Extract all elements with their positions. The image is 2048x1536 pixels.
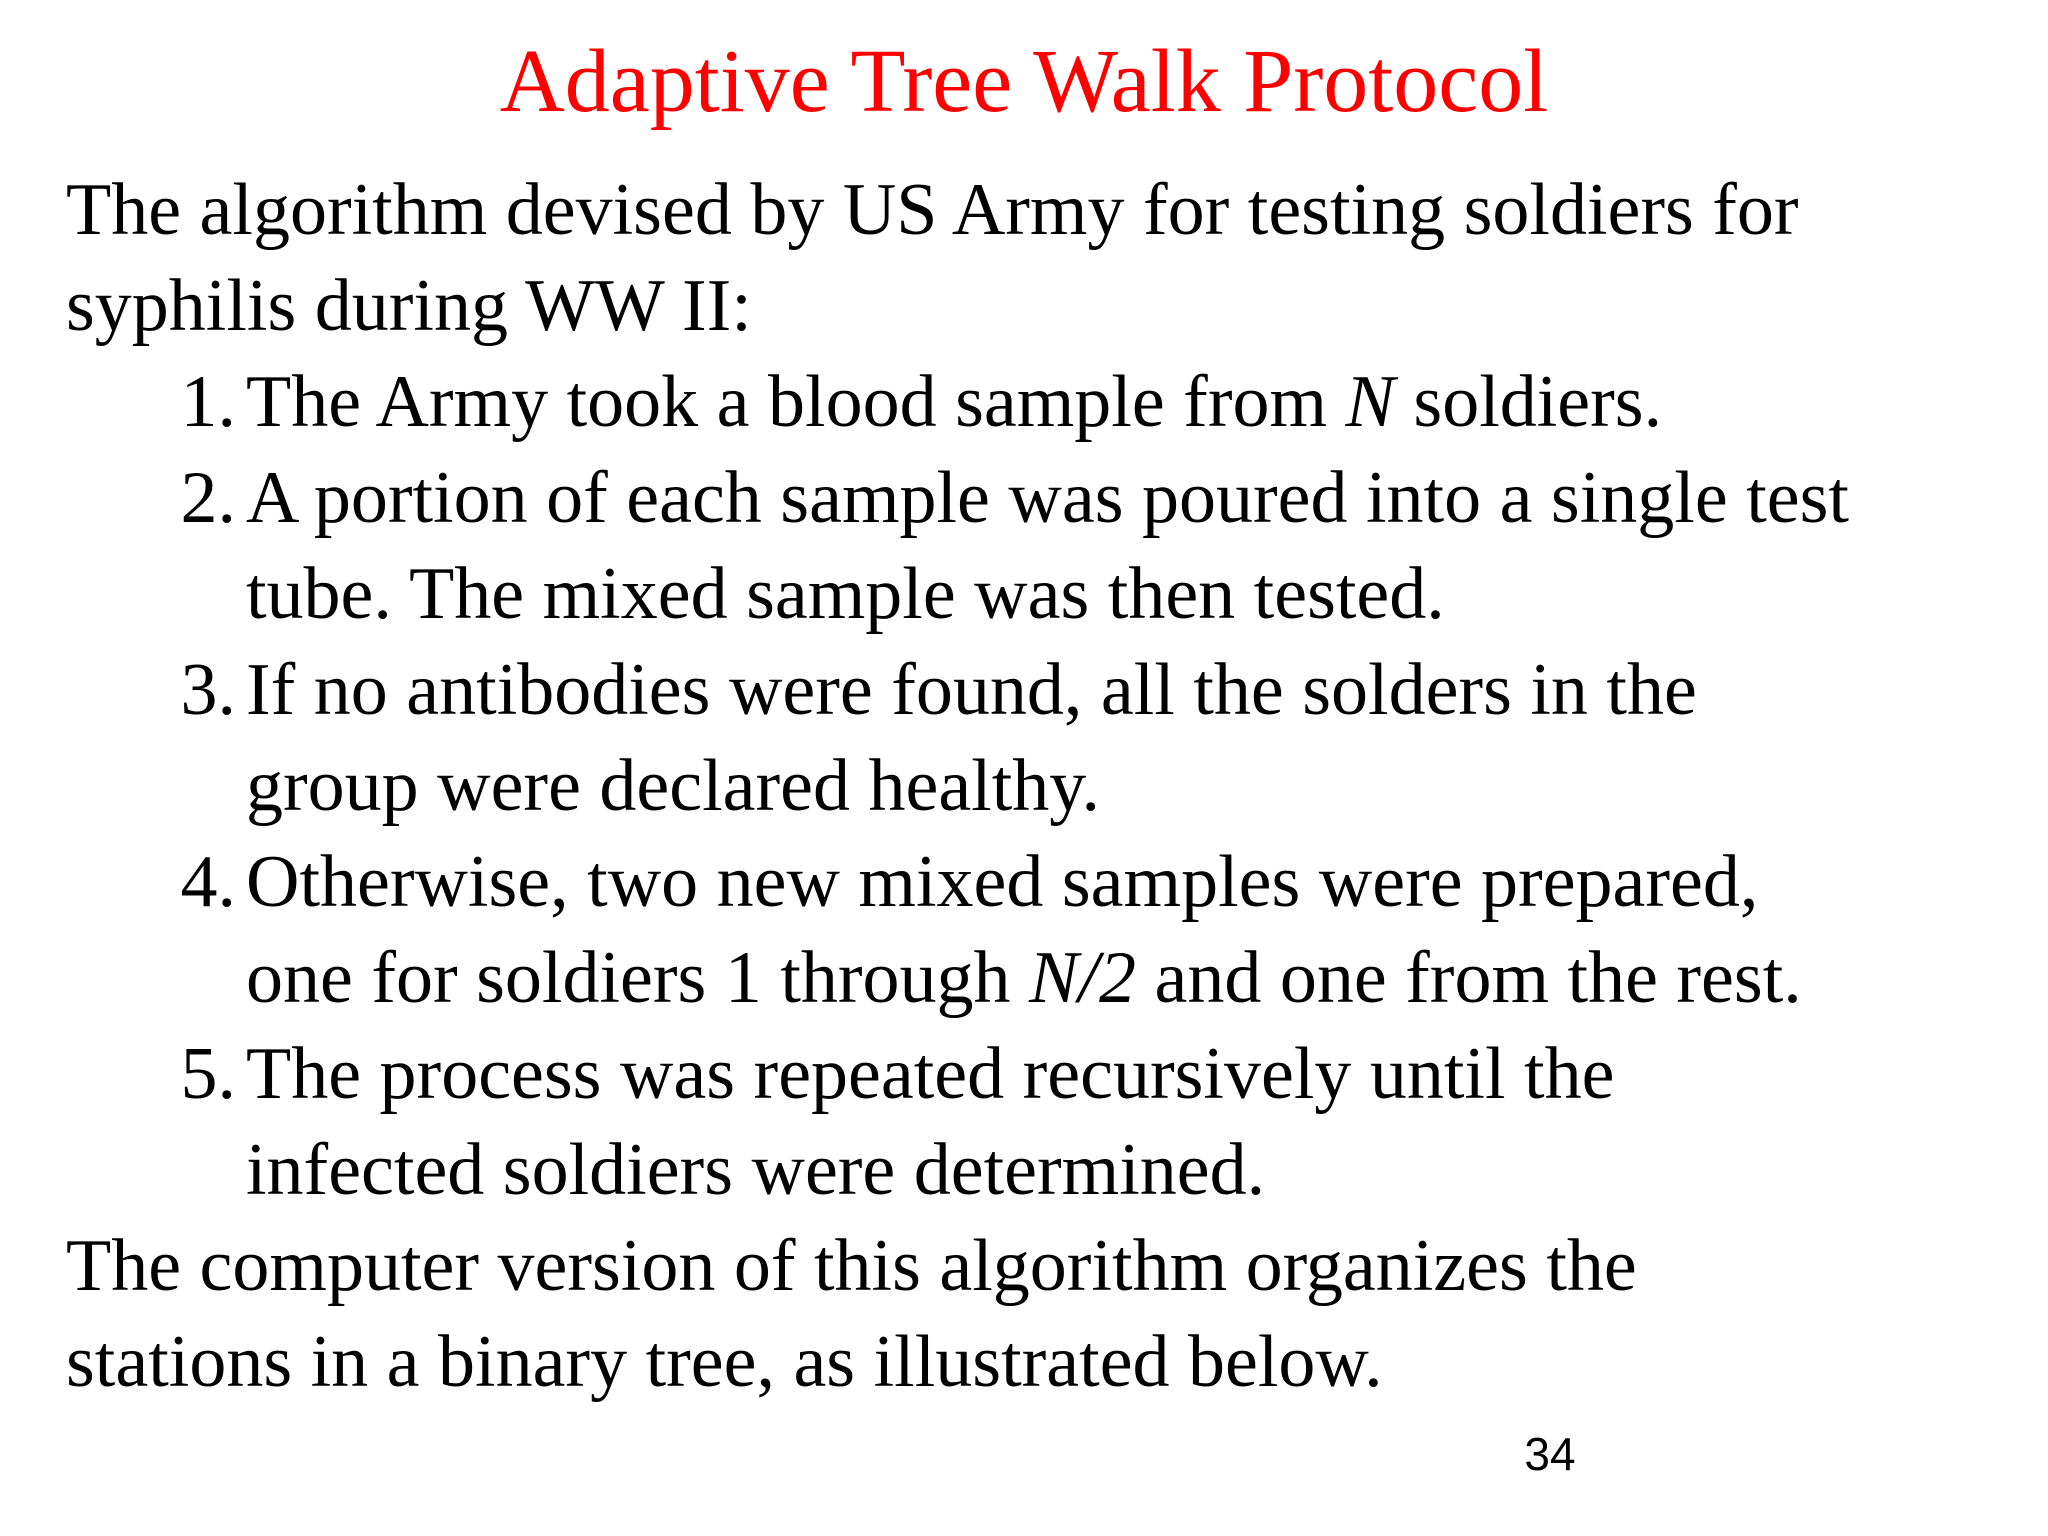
slide-title: Adaptive Tree Walk Protocol: [499, 32, 1549, 131]
intro-line-1: The algorithm devised by US Army for testing soldiers for: [66, 169, 1799, 251]
outro-line-1: The computer version of this algorithm organizes the: [66, 1225, 1637, 1307]
list-item: [66, 1026, 2026, 1218]
step-line: tube. The mixed sample was then tested.: [246, 553, 1445, 635]
slide-body: [66, 162, 2026, 1410]
outro-line-2: stations in a binary tree, as illustrated below.: [66, 1321, 1383, 1403]
step-number: 4.: [180, 841, 236, 923]
step-number: 3.: [180, 649, 236, 731]
step-number: 5.: [180, 1033, 236, 1115]
step-text: one for soldiers 1 through: [246, 937, 1030, 1019]
intro-line-2: syphilis during WW II:: [66, 265, 752, 347]
steps-list: [66, 354, 2026, 1218]
step-number: 2.: [180, 457, 236, 539]
list-item: [66, 354, 2026, 450]
outro-paragraph: [66, 1218, 2026, 1410]
step-line: group were declared healthy.: [246, 745, 1100, 827]
list-item: [66, 834, 2026, 1026]
intro-paragraph: [66, 162, 2026, 354]
step-text: and one from the rest.: [1135, 937, 1802, 1019]
step-line: [246, 354, 2026, 450]
step-variable: N/2: [1029, 937, 1136, 1019]
list-item: [66, 642, 2026, 834]
step-text: soldiers.: [1394, 361, 1663, 443]
step-number: 1.: [180, 361, 236, 443]
step-line: If no antibodies were found, all the solders in the: [246, 649, 1697, 731]
step-line: [246, 930, 2026, 1026]
step-line: The process was repeated recursively until the: [246, 1033, 1615, 1115]
step-line: Otherwise, two new mixed samples were prepared,: [246, 841, 1759, 923]
step-line: infected soldiers were determined.: [246, 1129, 1266, 1211]
page-number: 34: [1524, 1428, 1576, 1480]
step-text: The Army took a blood sample from: [246, 361, 1346, 443]
step-variable: N: [1345, 361, 1395, 443]
step-line: A portion of each sample was poured into a single test: [246, 457, 1849, 539]
list-item: [66, 450, 2026, 642]
